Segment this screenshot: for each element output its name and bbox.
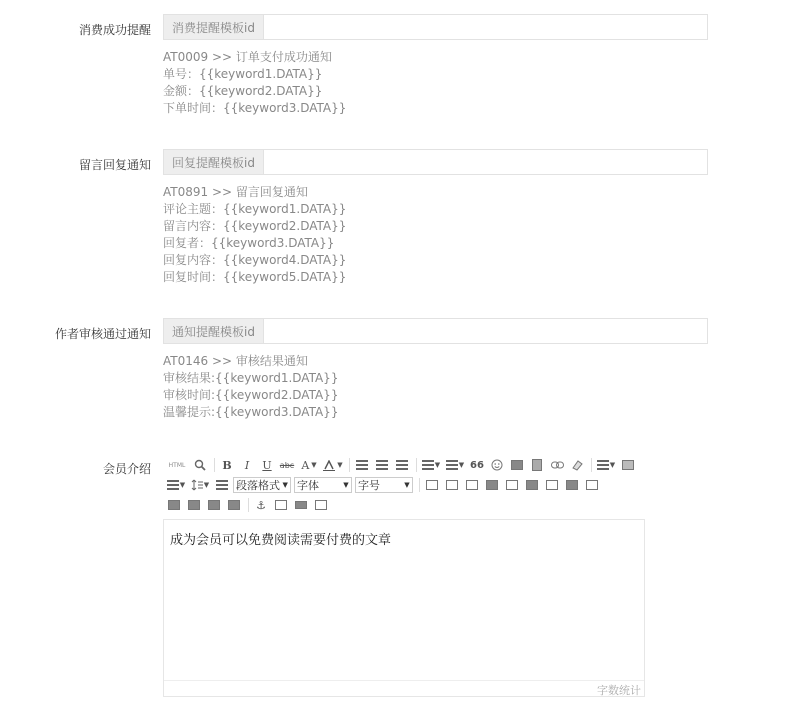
underline-button[interactable]: U <box>262 458 272 472</box>
consume-help-line: AT0009 >> 订单支付成功通知 <box>163 50 332 64</box>
toolbar-row-1 <box>165 456 639 474</box>
insert-image-icon[interactable] <box>272 497 290 513</box>
chevron-down-icon: ▼ <box>282 481 288 489</box>
video-icon[interactable] <box>528 457 546 473</box>
html-source-button[interactable]: HTML <box>168 461 186 469</box>
template-icon[interactable] <box>312 497 330 513</box>
fullscreen-icon[interactable] <box>619 457 637 473</box>
reply-help-line: 留言内容：{{keyword2.DATA}} <box>163 219 347 233</box>
consume-help <box>163 49 346 117</box>
split-rows-icon[interactable] <box>165 497 183 513</box>
audit-help-line: 温馨提示:{{keyword3.DATA}} <box>163 405 339 419</box>
font-color-label: A <box>301 458 310 472</box>
unordered-list-icon[interactable] <box>444 457 466 473</box>
audit-help <box>163 353 338 421</box>
audit-label: 作者审核通过通知 <box>54 327 151 341</box>
link-icon[interactable] <box>548 457 566 473</box>
strikethrough-button[interactable]: abc <box>279 460 295 470</box>
split-cells-icon[interactable] <box>583 477 601 493</box>
audit-template-addon: 通知提醒模板id <box>164 319 264 343</box>
toolbar-row-2 <box>165 476 603 494</box>
consume-help-line: 单号：{{keyword1.DATA}} <box>163 67 323 81</box>
merge-cells-icon[interactable] <box>563 477 581 493</box>
delete-row-icon[interactable] <box>503 477 521 493</box>
reply-help-line: 回复者：{{keyword3.DATA}} <box>163 236 335 250</box>
toolbar-separator <box>416 458 417 472</box>
reply-help-line: 回复内容：{{keyword4.DATA}} <box>163 253 347 267</box>
toolbar-separator <box>419 478 420 492</box>
align-center-icon[interactable] <box>373 457 391 473</box>
chevron-down-icon: ▼ <box>203 481 210 489</box>
toolbar-row-3 <box>165 496 332 514</box>
print-icon[interactable] <box>292 497 310 513</box>
anchor-icon[interactable]: ⚓ <box>256 498 266 512</box>
font-size-select[interactable] <box>355 477 413 493</box>
table-caption-icon[interactable] <box>463 477 481 493</box>
audit-help-line: 审核时间:{{keyword2.DATA}} <box>163 388 339 402</box>
chevron-down-icon: ▼ <box>404 481 410 489</box>
insert-column-icon[interactable] <box>523 477 541 493</box>
toolbar-separator <box>248 498 249 512</box>
rich-text-editor <box>163 453 645 697</box>
consume-template-input[interactable] <box>264 15 707 39</box>
chevron-down-icon: ▼ <box>609 461 616 469</box>
reply-help-line: 评论主题：{{keyword1.DATA}} <box>163 202 347 216</box>
toolbar-separator <box>214 458 215 472</box>
emoji-icon[interactable] <box>488 457 506 473</box>
align-left-icon[interactable] <box>353 457 371 473</box>
audit-template-input[interactable] <box>264 319 707 343</box>
preview-icon[interactable] <box>191 457 209 473</box>
align-right-icon[interactable] <box>393 457 411 473</box>
font-family-value: 字体 <box>297 479 319 492</box>
word-count-label: 字数统计 <box>597 684 641 697</box>
consume-help-line: 下单时间：{{keyword3.DATA}} <box>163 101 347 115</box>
chevron-down-icon: ▼ <box>343 481 349 489</box>
editor-content-area[interactable] <box>163 519 645 697</box>
consume-template-field <box>163 14 708 40</box>
consume-help-line: 金额：{{keyword2.DATA}} <box>163 84 323 98</box>
chevron-down-icon: ▼ <box>434 461 441 469</box>
font-size-value: 字号 <box>358 479 380 492</box>
font-family-select[interactable] <box>294 477 352 493</box>
reply-help <box>163 184 346 286</box>
image-icon[interactable] <box>508 457 526 473</box>
row-spacing-icon[interactable] <box>189 477 211 493</box>
delete-column-icon[interactable] <box>543 477 561 493</box>
audit-help-line: 审核结果:{{keyword1.DATA}} <box>163 371 339 385</box>
chevron-down-icon: ▼ <box>311 461 317 469</box>
split-columns-icon[interactable] <box>185 497 203 513</box>
chevron-down-icon: ▼ <box>179 481 186 489</box>
toolbar-separator <box>349 458 350 472</box>
insert-row-icon[interactable] <box>483 477 501 493</box>
toolbar-separator <box>591 458 592 472</box>
chevron-down-icon: ▼ <box>458 461 465 469</box>
reply-template-addon: 回复提醒模板id <box>164 150 264 174</box>
eraser-icon[interactable] <box>568 457 586 473</box>
line-height-icon[interactable] <box>595 457 617 473</box>
consume-label: 消费成功提醒 <box>78 23 151 37</box>
editor-content-text: 成为会员可以免费阅读需要付费的文章 <box>170 533 392 548</box>
chevron-down-icon: ▼ <box>337 461 343 469</box>
editor-toolbar <box>163 453 645 517</box>
table-delete-icon[interactable] <box>443 477 461 493</box>
editor-status-bar <box>164 680 644 696</box>
consume-template-addon: 消费提醒模板id <box>164 15 264 39</box>
reply-template-input[interactable] <box>264 150 707 174</box>
paragraph-format-select[interactable] <box>233 477 291 493</box>
paragraph-format-value: 段落格式 <box>236 479 280 492</box>
audit-help-line: AT0146 >> 审核结果通知 <box>163 354 308 368</box>
audit-template-field <box>163 318 708 344</box>
background-color-icon[interactable] <box>322 457 344 473</box>
cell-merge-down-icon[interactable] <box>225 497 243 513</box>
reply-help-line: AT0891 >> 留言回复通知 <box>163 185 308 199</box>
reply-template-field <box>163 149 708 175</box>
ordered-list-icon[interactable] <box>420 457 442 473</box>
blockquote-icon[interactable]: 66 <box>470 459 484 471</box>
bold-button[interactable]: B <box>222 458 232 472</box>
font-color-button[interactable] <box>298 457 320 473</box>
table-insert-icon[interactable] <box>423 477 441 493</box>
indent-icon[interactable] <box>213 477 231 493</box>
paragraph-spacing-icon[interactable] <box>165 477 187 493</box>
reply-help-line: 回复时间：{{keyword5.DATA}} <box>163 270 347 284</box>
reply-label: 留言回复通知 <box>78 158 151 172</box>
member-label: 会员介绍 <box>102 462 151 476</box>
cell-merge-right-icon[interactable] <box>205 497 223 513</box>
italic-button[interactable]: I <box>244 458 250 472</box>
